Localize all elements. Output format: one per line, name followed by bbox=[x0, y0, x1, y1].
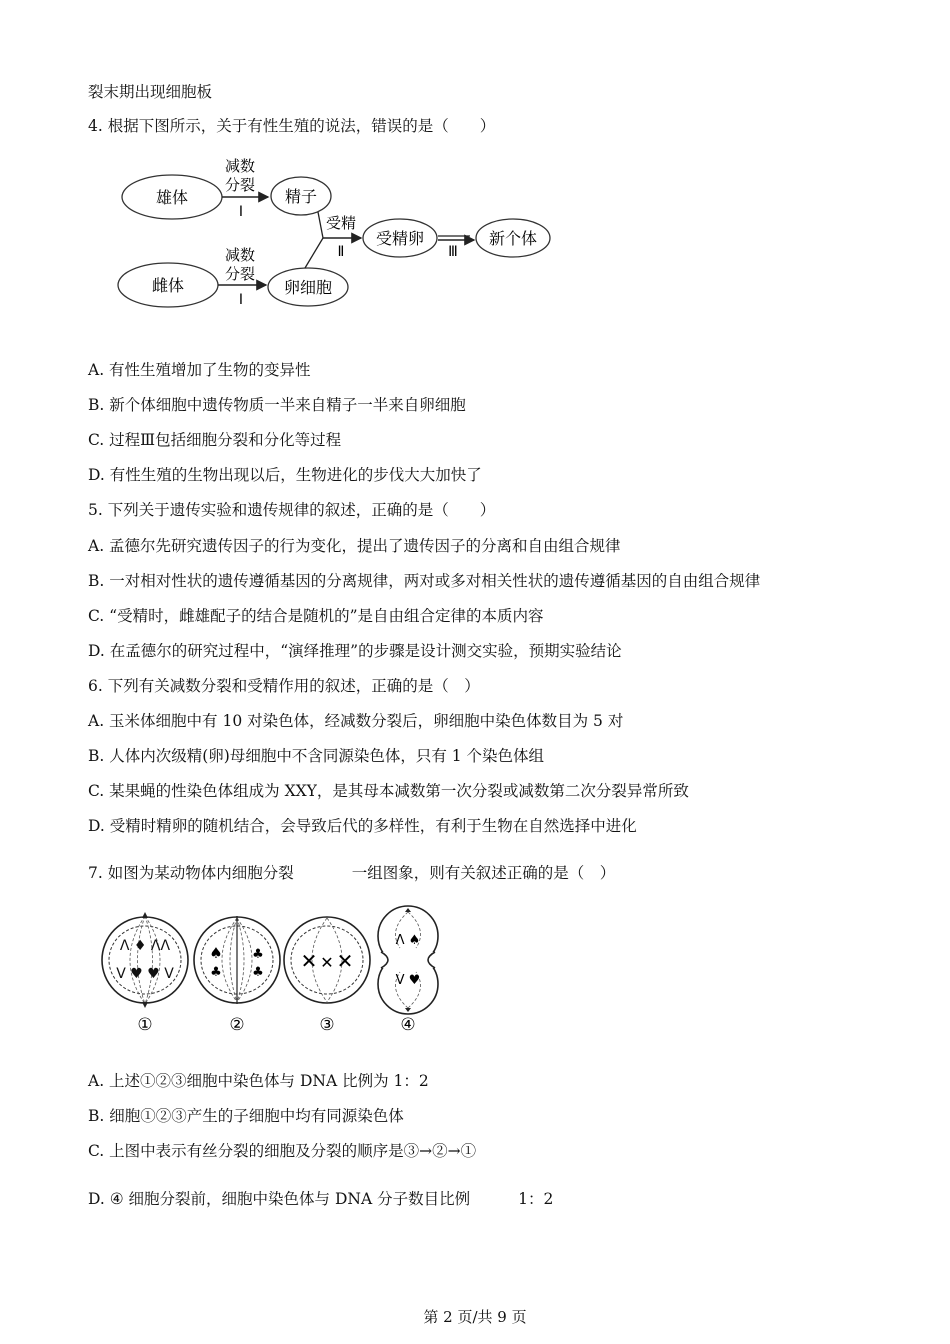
q5-option-c: C. “受精时，雌雄配子的结合是随机的”是自由组合定律的本质内容 bbox=[88, 607, 544, 625]
q7-option-c: C. 上图中表示有丝分裂的细胞及分裂的顺序是③→②→① bbox=[88, 1142, 477, 1160]
q7-stem-part-1: 7. 如图为某动物体内细胞分裂 bbox=[88, 864, 294, 882]
q6-option-a: A. 玉米体细胞中有 10 对染色体，经减数分裂后，卵细胞中染色体数目为 5 对 bbox=[88, 712, 624, 730]
meiosis-label-top-2: 分裂 bbox=[224, 176, 256, 194]
sperm-label: 精子 bbox=[284, 187, 318, 206]
q7-option-d bbox=[88, 1189, 553, 1209]
q5-option-b: B. 一对相对性状的遗传遵循基因的分离规律，两对或多对相关性状的遗传遵循基因的自由组合规律 bbox=[88, 572, 761, 590]
egg-label: 卵细胞 bbox=[283, 278, 333, 297]
reproduction-flow-diagram bbox=[110, 150, 570, 320]
cell-3-label: ③ bbox=[319, 1015, 335, 1035]
q7-option-a: A. 上述①②③细胞中染色体与 DNA 比例为 1：2 bbox=[88, 1072, 429, 1090]
q5-option-a: A. 孟德尔先研究遗传因子的行为变化，提出了遗传因子的分离和自由组合规律 bbox=[88, 537, 621, 555]
q6-option-d: D. 受精时精卵的随机结合，会导致后代的多样性，有利于生物在自然选择中进化 bbox=[88, 817, 637, 835]
cell-division-figure bbox=[95, 900, 455, 1040]
q7-option-b: B. 细胞①②③产生的子细胞中均有同源染色体 bbox=[88, 1107, 404, 1125]
q6-stem: 6. 下列有关减数分裂和受精作用的叙述，正确的是（ ） bbox=[88, 677, 480, 695]
zygote-label: 受精卵 bbox=[375, 229, 425, 248]
q6-option-c: C. 某果蝇的性染色体组成为 XXY，是其母本减数第一次分裂或减数第二次分裂异常所致 bbox=[88, 782, 689, 800]
cell-3 bbox=[284, 917, 370, 1003]
svg-text:V ♥: V ♥ bbox=[395, 973, 421, 988]
q5-option-d: D. 在孟德尔的研究过程中，“演绎推理”的步骤是设计测交实验，预期实验结论 bbox=[88, 642, 622, 660]
cell-4 bbox=[378, 906, 438, 1014]
new-individual-label: 新个体 bbox=[488, 229, 538, 248]
stage-1-top-label: Ⅰ bbox=[238, 204, 244, 220]
svg-text:♣: ♣ bbox=[210, 965, 222, 980]
q7-option-d-part-2: 1：2 bbox=[518, 1190, 554, 1208]
cell-1-label: ① bbox=[137, 1015, 153, 1035]
svg-text:♣: ♣ bbox=[252, 965, 264, 980]
meiosis-label-top-1: 减数 bbox=[224, 157, 256, 175]
svg-text:V ♥ ♥ V: V ♥ ♥ V bbox=[116, 966, 174, 982]
q4-option-d: D. 有性生殖的生物出现以后，生物进化的步伐大大加快了 bbox=[88, 466, 482, 484]
stage-2-label: Ⅱ bbox=[337, 244, 345, 260]
q5-stem: 5. 下列关于遗传实验和遗传规律的叙述，正确的是（ ） bbox=[88, 501, 496, 519]
svg-text:Λ ♦ ΛΛ: Λ ♦ ΛΛ bbox=[119, 938, 171, 954]
male-label: 雄体 bbox=[155, 188, 189, 207]
female-label: 雌体 bbox=[151, 276, 185, 295]
svg-text:Λ ♠: Λ ♠ bbox=[395, 933, 421, 948]
q7-stem bbox=[88, 863, 615, 883]
q4-stem: 4. 根据下图所示，关于有性生殖的说法，错误的是（ ） bbox=[88, 117, 496, 135]
q4-option-a: A. 有性生殖增加了生物的变异性 bbox=[88, 361, 311, 379]
svg-text:✕: ✕ bbox=[300, 949, 318, 973]
cell-2 bbox=[194, 916, 280, 1004]
cell-4-label: ④ bbox=[400, 1015, 416, 1035]
q7-stem-part-2: 一组图象，则有关叙述正确的是（ ） bbox=[351, 864, 616, 882]
page-footer: 第 2 页/共 9 页 bbox=[423, 1308, 527, 1326]
q6-option-b: B. 人体内次级精(卵)母细胞中不含同源染色体，只有 1 个染色体组 bbox=[88, 747, 545, 765]
svg-text:✕: ✕ bbox=[320, 953, 334, 972]
stage-1-bottom-label: Ⅰ bbox=[238, 292, 244, 308]
q4-option-c: C. 过程Ⅲ包括细胞分裂和分化等过程 bbox=[88, 431, 342, 449]
q4-option-b: B. 新个体细胞中遗传物质一半来自精子一半来自卵细胞 bbox=[88, 396, 466, 414]
cell-2-label: ② bbox=[229, 1015, 245, 1035]
q7-option-d-part-1: D. ④ 细胞分裂前，细胞中染色体与 DNA 分子数目比例 bbox=[88, 1190, 471, 1208]
fertilization-label: 受精 bbox=[325, 214, 357, 232]
stage-3-label: Ⅲ bbox=[448, 244, 458, 260]
svg-text:✕: ✕ bbox=[336, 949, 354, 973]
cell-1 bbox=[102, 912, 188, 1008]
continued-text: 裂末期出现细胞板 bbox=[88, 83, 213, 101]
svg-text:♣: ♣ bbox=[252, 947, 264, 962]
svg-text:♠: ♠ bbox=[209, 944, 223, 962]
meiosis-label-bottom-2: 分裂 bbox=[224, 265, 256, 283]
meiosis-label-bottom-1: 减数 bbox=[224, 246, 256, 264]
